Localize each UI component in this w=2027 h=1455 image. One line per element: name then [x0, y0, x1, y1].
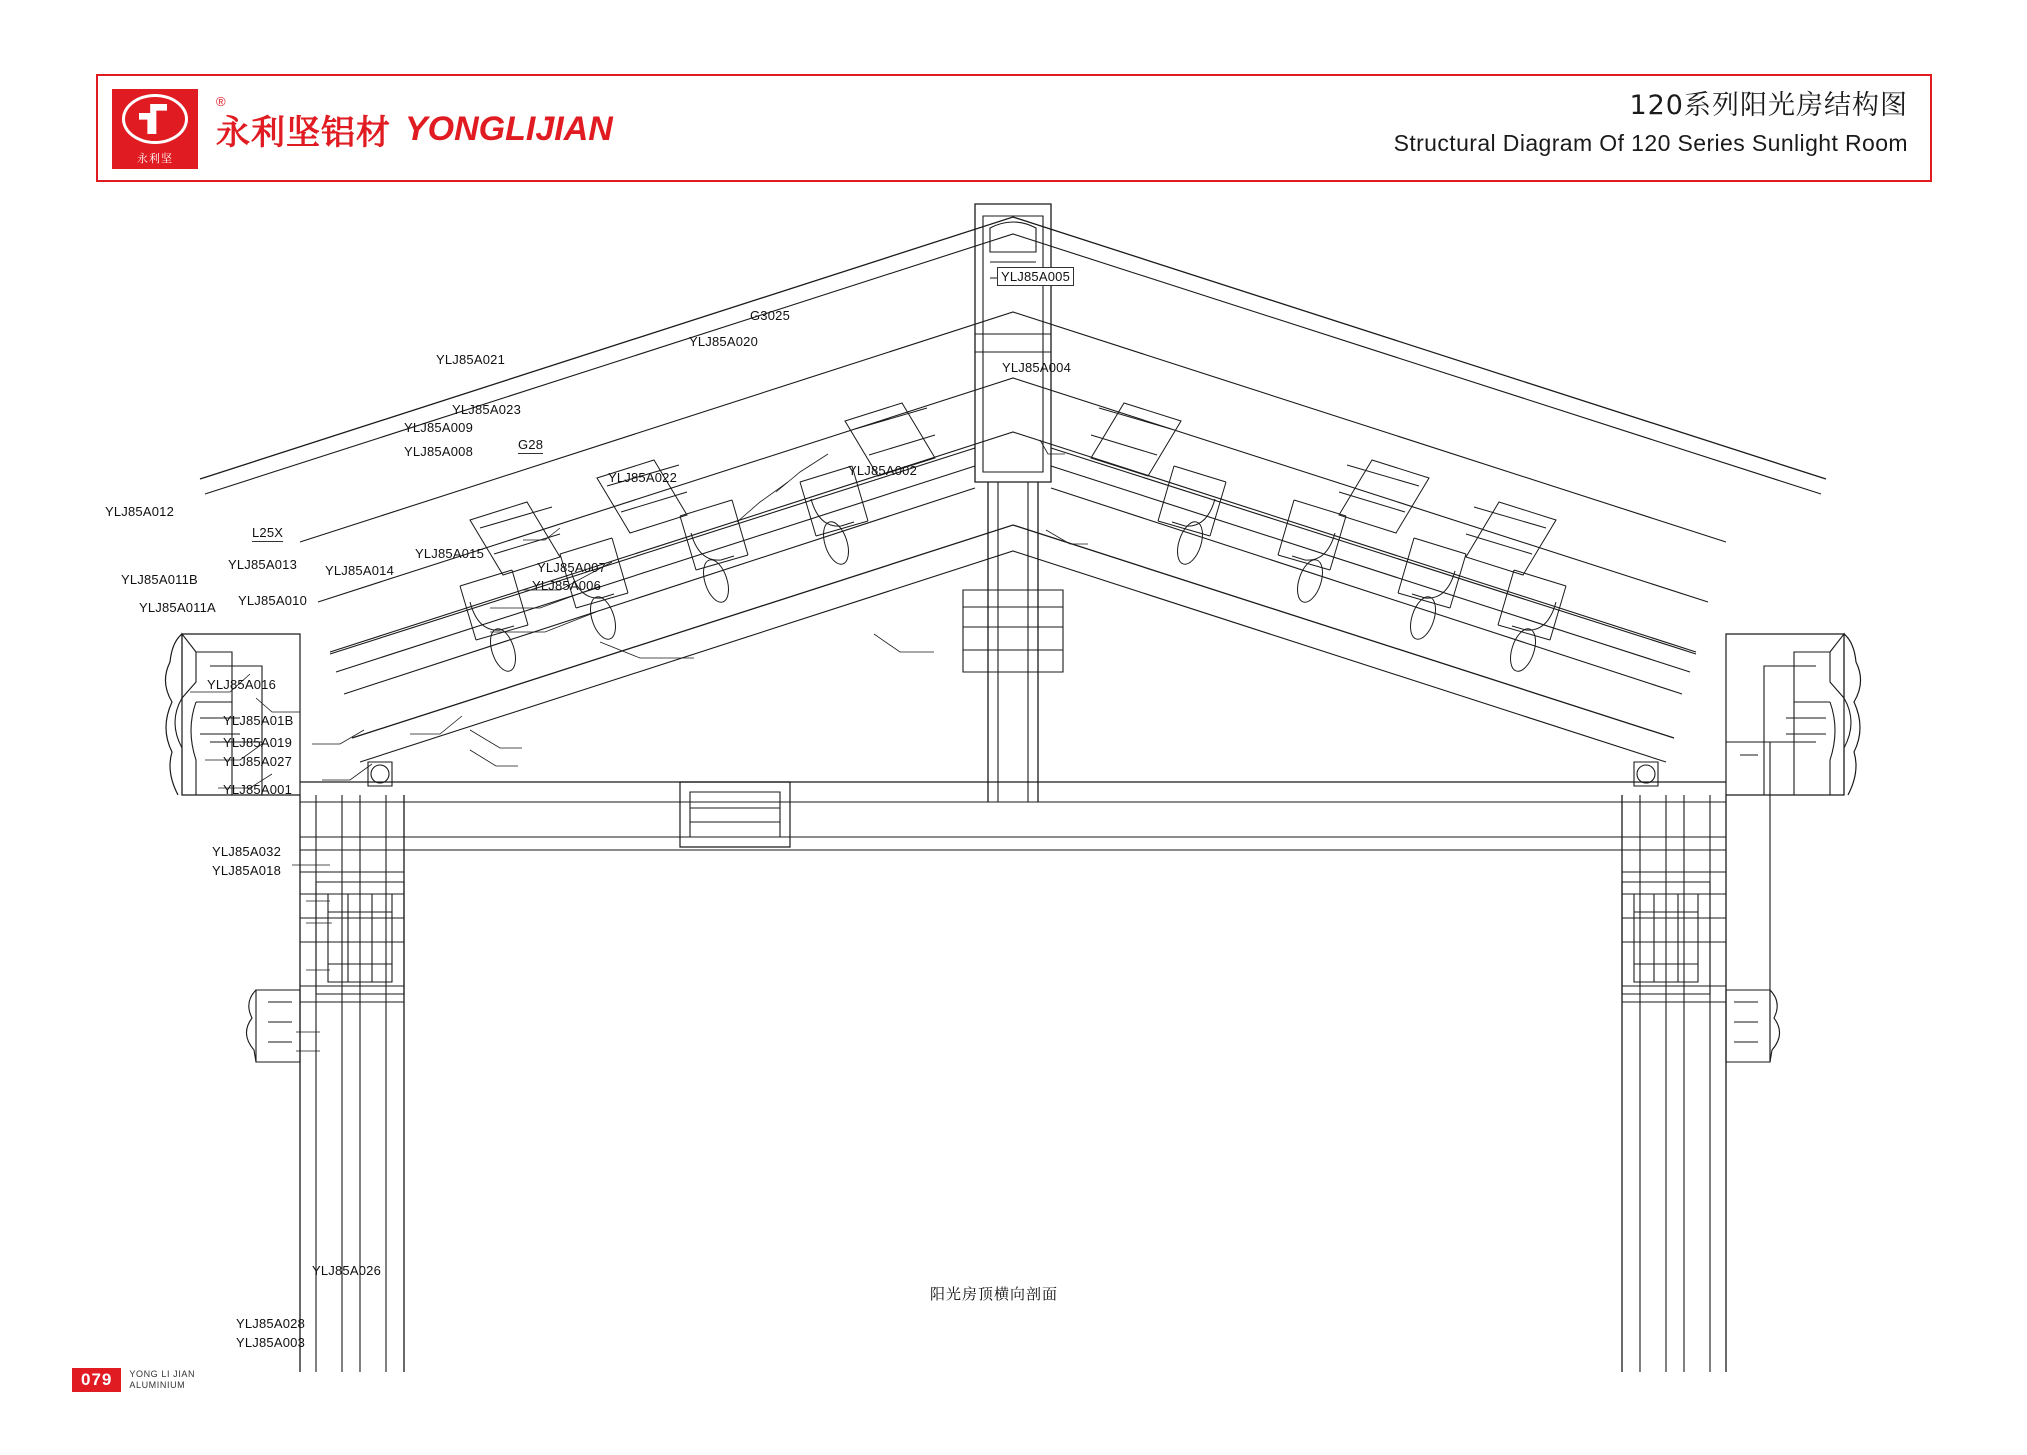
- callout-YLJ85A009: YLJ85A009: [404, 420, 474, 435]
- registered-trademark-icon: ®: [216, 94, 226, 109]
- header-bar: [96, 74, 1932, 182]
- page-title-cn: 120系列阳光房结构图: [1629, 90, 1908, 121]
- callout-YLJ85A001: YLJ85A001: [223, 782, 293, 797]
- brand-block: [112, 82, 613, 176]
- callout-YLJ85A013: YLJ85A013: [228, 557, 298, 572]
- callout-YLJ85A021: YLJ85A021: [436, 352, 506, 367]
- logo-caption: 永利坚: [137, 152, 173, 165]
- callout-G3025: G3025: [750, 308, 791, 323]
- diagram-caption: 阳光房顶横向剖面: [930, 1285, 1059, 1303]
- callout-YLJ85A01B: YLJ85A01B: [223, 713, 294, 728]
- footer-brand-line2: ALUMINIUM: [129, 1380, 186, 1390]
- brand-name-cn: 永利坚铝材: [216, 112, 391, 153]
- callout-L25X: L25X: [252, 525, 284, 540]
- title-block: [908, 86, 1908, 160]
- callout-YLJ85A010: YLJ85A010: [238, 593, 308, 608]
- callout-YLJ85A011B: YLJ85A011B: [121, 572, 198, 587]
- callout-YLJ85A027: YLJ85A027: [223, 754, 293, 769]
- callout-YLJ85A008: YLJ85A008: [404, 444, 474, 459]
- footer-brand: [129, 1369, 195, 1391]
- callout-YLJ85A006: YLJ85A006: [532, 578, 602, 593]
- callout-YLJ85A019: YLJ85A019: [223, 735, 293, 750]
- brand-name-en: YONGLIJIAN: [405, 109, 613, 148]
- callout-YLJ85A020: YLJ85A020: [689, 334, 759, 349]
- callout-YLJ85A018: YLJ85A018: [212, 863, 282, 878]
- callout-YLJ85A014: YLJ85A014: [325, 563, 395, 578]
- callout-YLJ85A015: YLJ85A015: [415, 546, 485, 561]
- page-number-badge: 079: [72, 1368, 121, 1392]
- callout-YLJ85A026: YLJ85A026: [312, 1263, 382, 1278]
- callout-YLJ85A032: YLJ85A032: [212, 844, 282, 859]
- callout-YLJ85A003: YLJ85A003: [236, 1335, 306, 1350]
- footer-brand-line1: YONG LI JIAN: [129, 1369, 196, 1379]
- callout-YLJ85A007: YLJ85A007: [537, 560, 607, 575]
- callout-G28: G28: [518, 437, 544, 452]
- callout-YLJ85A023: YLJ85A023: [452, 402, 522, 417]
- callout-YLJ85A028: YLJ85A028: [236, 1316, 306, 1331]
- callout-YLJ85A011A: YLJ85A011A: [139, 600, 216, 615]
- callout-YLJ85A012: YLJ85A012: [105, 504, 175, 519]
- company-logo-icon: [112, 89, 198, 169]
- page-title-en: Structural Diagram Of 120 Series Sunlight Room: [1393, 130, 1908, 156]
- callout-YLJ85A022: YLJ85A022: [608, 470, 678, 485]
- callout-YLJ85A016: YLJ85A016: [207, 677, 277, 692]
- callout-YLJ85A002: YLJ85A002: [848, 463, 918, 478]
- footer: [72, 1368, 195, 1392]
- callout-YLJ85A004: YLJ85A004: [1002, 360, 1072, 375]
- callout-YLJ85A005: YLJ85A005: [997, 267, 1074, 286]
